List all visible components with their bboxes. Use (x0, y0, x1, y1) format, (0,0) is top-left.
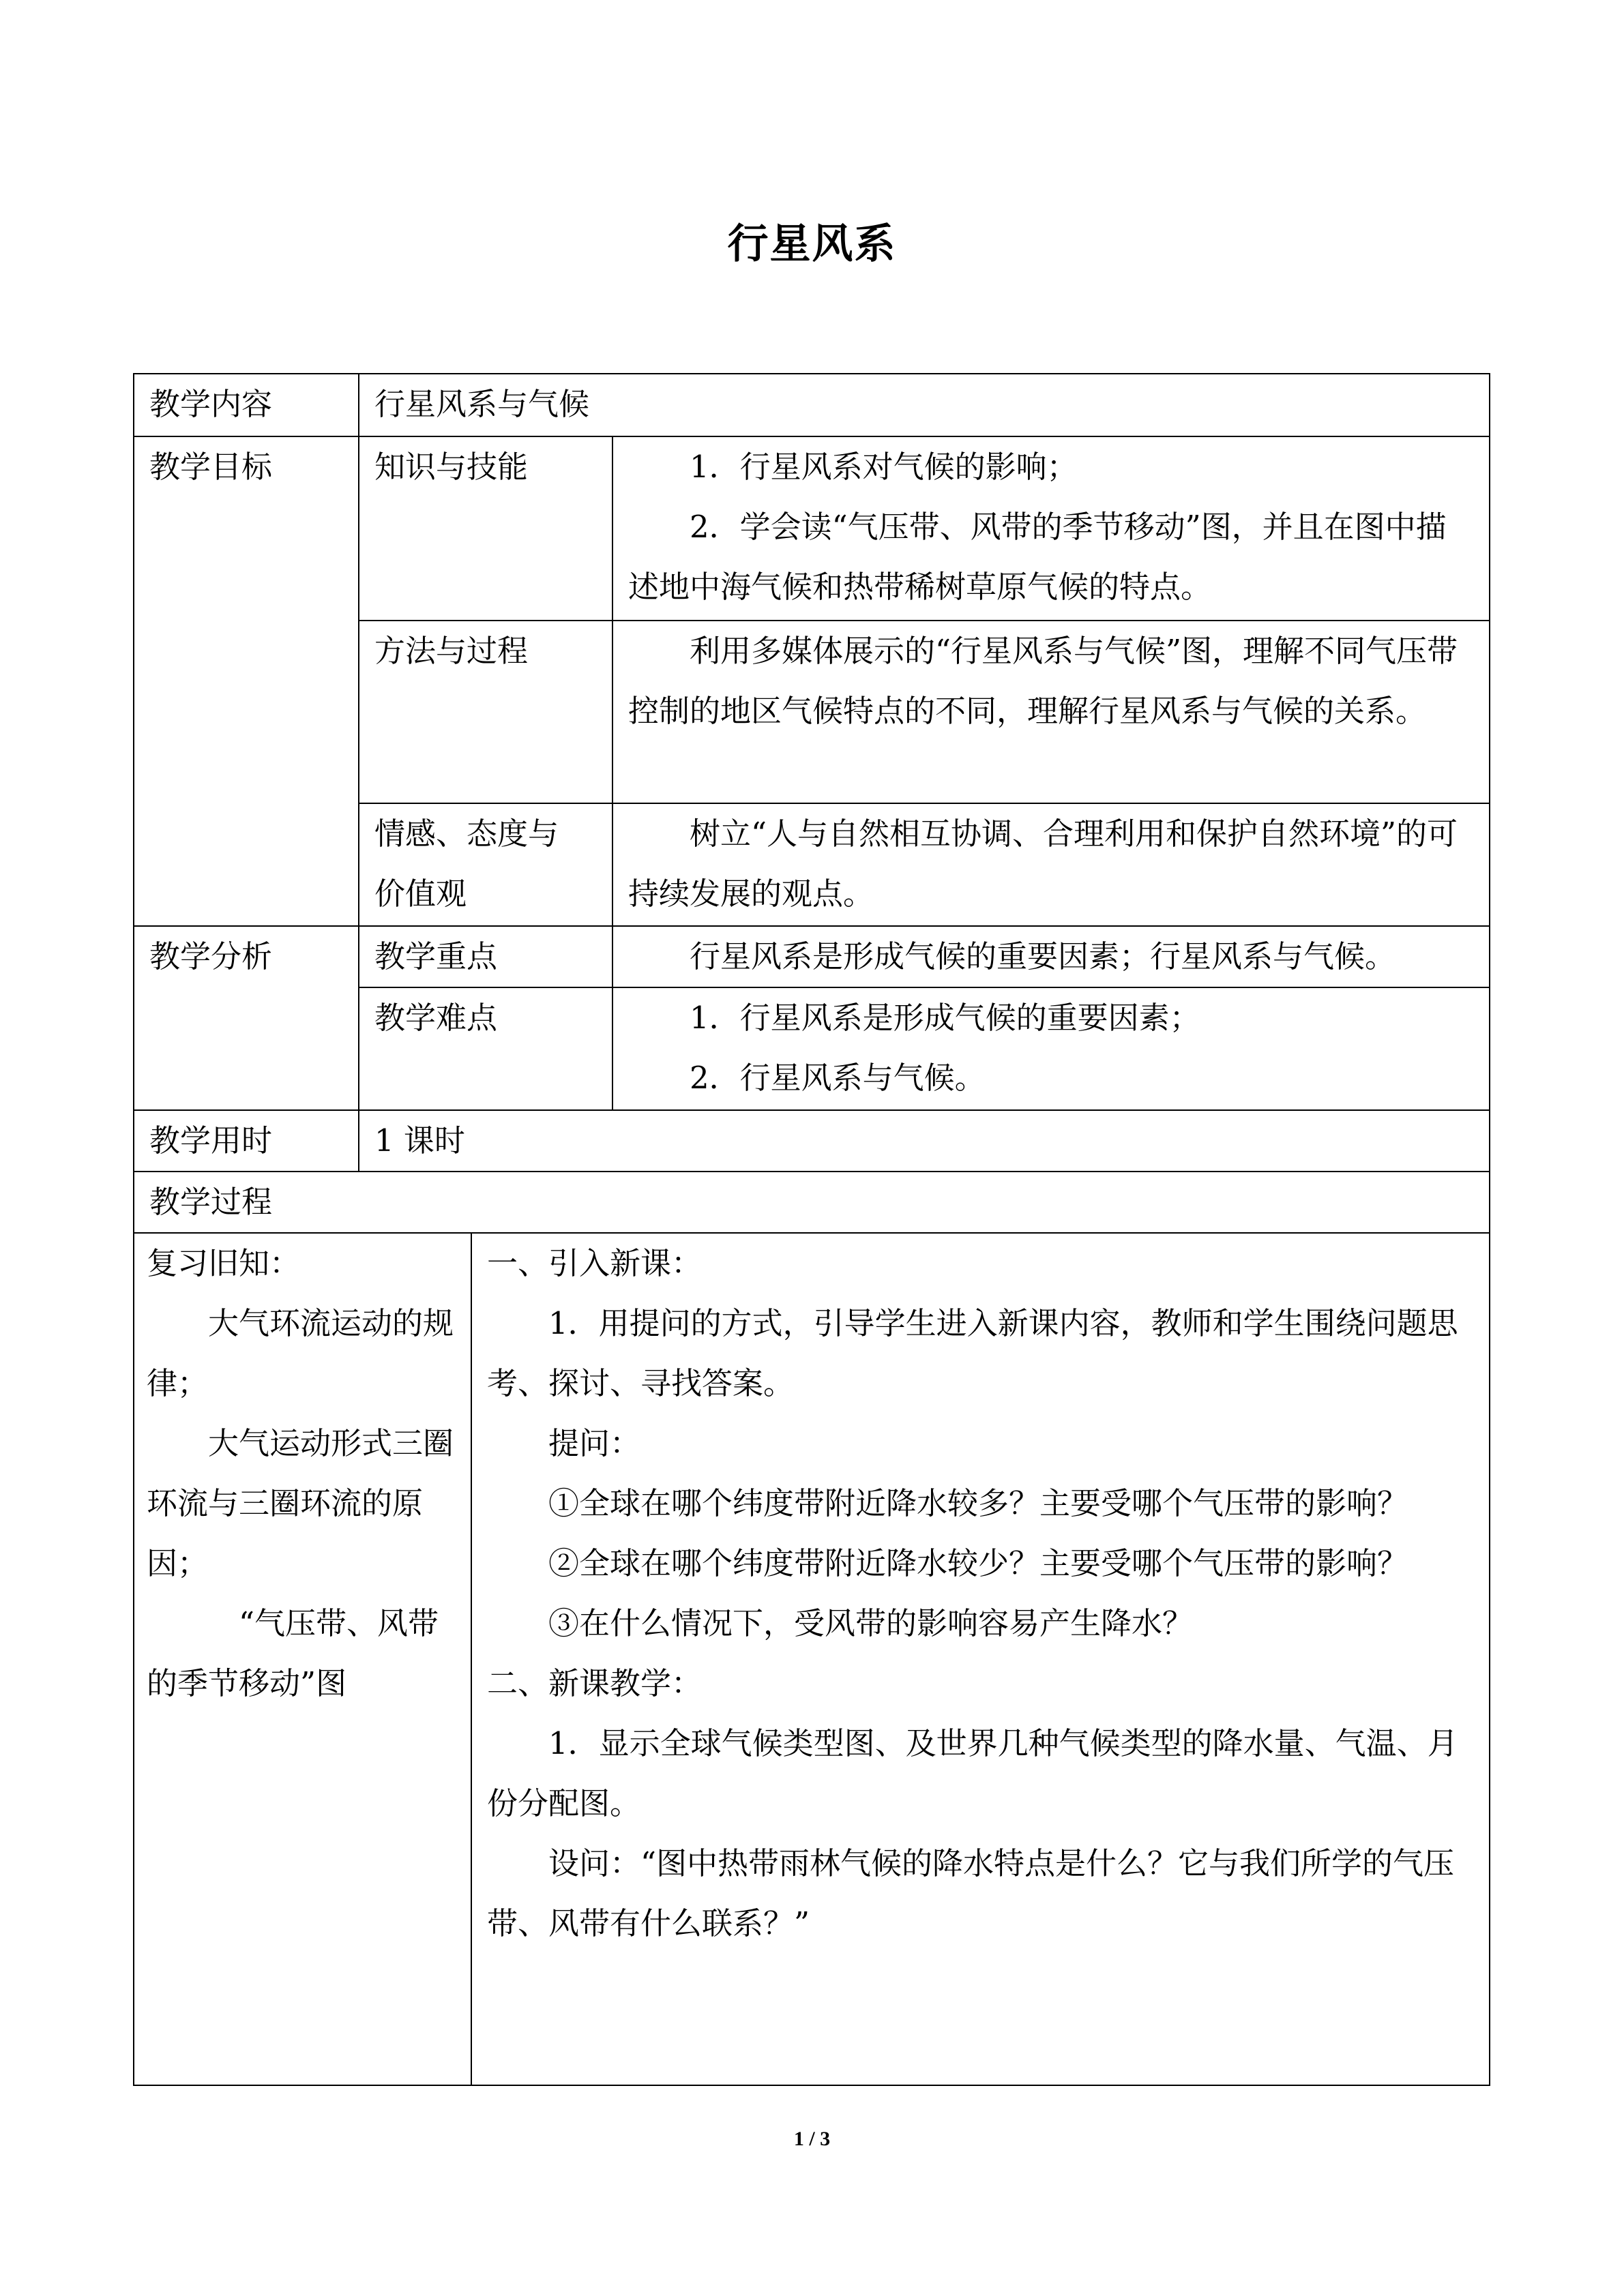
cell-method (612, 621, 1490, 803)
row-objectives-knowledge (134, 436, 1490, 621)
cell-emotion (612, 803, 1490, 926)
difficult-line-2: 2．行星风系与气候。 (690, 1060, 986, 1096)
review-cell (134, 1233, 471, 2085)
row-process (134, 1172, 1490, 1233)
ask-label: 提问： (548, 1425, 641, 1461)
row-duration (134, 1110, 1490, 1172)
label-key: 教学重点 (359, 926, 612, 987)
key-text: 行星风系是形成气候的重要因素；行星风系与气候。 (690, 938, 1396, 974)
label-objectives: 教学目标 (134, 436, 359, 926)
cell-difficult (612, 987, 1490, 1110)
label-content: 教学内容 (134, 374, 359, 436)
value-duration: 1 课时 (359, 1110, 1490, 1172)
label-emotion: 情感、态度与价值观 (359, 803, 612, 926)
review-item-1: 大气环流运动的规律； (147, 1305, 454, 1401)
label-method: 方法与过程 (359, 621, 612, 803)
label-analysis: 教学分析 (134, 926, 359, 1110)
intro-text: 1．用提问的方式，引导学生进入新课内容，教师和学生围绕问题思考、探讨、寻找答案。 (487, 1305, 1458, 1401)
lesson-plan-table (133, 373, 1490, 2086)
page-title: 行星风系 (727, 220, 897, 268)
lesson-cell (471, 1233, 1490, 2085)
label-duration: 教学用时 (134, 1110, 359, 1172)
question-1: ①全球在哪个纬度带附近降水较多？主要受哪个气压带的影响？ (548, 1485, 1408, 1521)
row-process-body (134, 1233, 1490, 2085)
review-item-3: “气压带、风带的季节移动”图 (147, 1605, 439, 1701)
row-content (134, 374, 1490, 436)
intro-heading: 一、引入新课： (487, 1245, 703, 1281)
knowledge-line-2: 2．学会读“气压带、风带的季节移动”图，并且在图中描述地中海气候和热带稀树草原气候的特点。 (628, 509, 1447, 605)
question-3: ③在什么情况下，受风带的影响容易产生降水？ (548, 1605, 1194, 1641)
page-number: 1 / 3 (793, 2128, 831, 2150)
review-heading: 复习旧知： (147, 1245, 301, 1281)
prompt-text: 设问：“图中热带雨林气候的降水特点是什么？它与我们所学的气压带、风带有什么联系？” (487, 1845, 1455, 1941)
row-analysis-key (134, 926, 1490, 987)
question-2: ②全球在哪个纬度带附近降水较少？主要受哪个气压带的影响？ (548, 1545, 1408, 1581)
emotion-text: 树立“人与自然相互协调、合理利用和保护自然环境”的可持续发展的观点。 (628, 816, 1458, 912)
label-knowledge: 知识与技能 (359, 436, 612, 621)
method-text: 利用多媒体展示的“行星风系与气候”图，理解不同气压带控制的地区气候特点的不同，理解行星风系与气候的关系。 (628, 633, 1458, 729)
value-content: 行星风系与气候 (359, 374, 1490, 436)
label-process: 教学过程 (134, 1172, 1490, 1233)
cell-key (612, 926, 1490, 987)
review-item-2: 大气运动形式三圈环流与三圈环流的原因； (147, 1425, 454, 1581)
knowledge-line-1: 1．行星风系对气候的影响； (690, 449, 1078, 485)
cell-knowledge (612, 436, 1490, 621)
difficult-line-1: 1．行星风系是形成气候的重要因素； (690, 1000, 1200, 1036)
new-text: 1．显示全球气候类型图、及世界几种气候类型的降水量、气温、月份分配图。 (487, 1725, 1458, 1821)
new-heading: 二、新课教学： (487, 1665, 703, 1701)
label-difficult: 教学难点 (359, 987, 612, 1110)
